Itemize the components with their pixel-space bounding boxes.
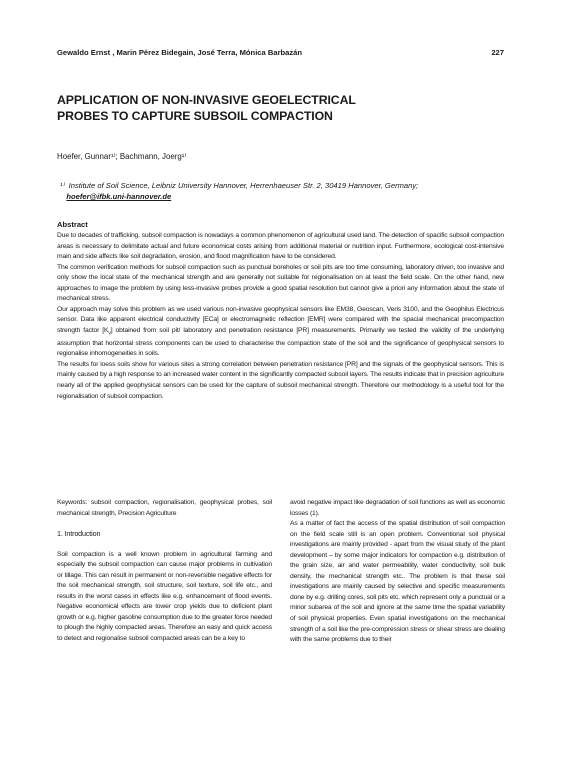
affiliation xyxy=(60,180,500,202)
section-heading-introduction: 1. Introduction xyxy=(57,529,101,539)
left-column xyxy=(57,498,272,645)
page-number: 227 xyxy=(491,48,504,57)
abstract-body xyxy=(57,231,504,402)
abstract-paragraph-3-start: Our approach may solve this problem as we used various non-invasive geophysical sensors like EM38, Geoscan, Veris 3100, and the Geophilus Electricus sensor. Data like apparent electrical conductivity [ECa] or electromagnetic reflection [EMR] were compared with the spacial mechanical precompaction strength factor [K xyxy=(57,305,504,334)
keywords: Keywords: subsoil compaction, regionalisation, geophysical probes, soil mechanical strength, Precision Agriculture xyxy=(57,499,272,517)
abstract-paragraph-3 xyxy=(57,305,504,360)
introduction-paragraph-3: As a matter of fact the access of the spatial distribution of soil compaction on the field scale still is an open problem. Conventional soil physical investigations are mainly provided - apart from the visual study of the plant development – by some major indicators for compaction e.g. distribution of the grain size, air and water permeability, water conductivity, soil bulk density, the mechanical strength etc.. The problem is that these soil investigations are mainly caused by selective and specific measurements done by e.g. drilling cores, soil pits etc. which represent only a punctual or a minor subarea of the soil and ignore at the same time the spatial variability of soil physical properties. Even spatial investigations on the mechanical strength of a soil like the pre-compression stress or shear stress are dealing with the same problems due to their xyxy=(290,520,505,644)
title-line-1: APPLICATION OF NON-INVASIVE GEOELECTRICAL xyxy=(57,93,356,107)
introduction-paragraph-1: Soil compaction is a well known problem in agricultural farming and especially the subsoil compaction can cause major problems in cultivation or tillage. This can result in permanent or non-reversible negative effects for the soil mechanical strength, soil structure, soil texture, soil life etc., and results in the worst cases in effects like e.g. enhancement of flood events. Negative economical effects are lower crop yields due to deficient plant growth or e.g. higher gasoline consumption due to the greater force needed to plough the highly compacted areas. Therefore an easy and quick access to detect and regionalise subsoil compacted areas can be a key to xyxy=(57,550,272,643)
right-column xyxy=(290,498,505,646)
paper-title xyxy=(57,93,504,124)
introduction-paragraph-2: avoid negative impact like degradation of soil functions as well as economic losses (1). xyxy=(290,499,505,517)
kv-subscript: v xyxy=(108,330,111,337)
title-line-2: PROBES TO CAPTURE SUBSOIL COMPACTION xyxy=(57,108,333,123)
abstract-paragraph-1: Due to decades of trafficking, subsoil compaction is nowadays a common phenomenon of agricultural used land. The detection of spacific subsoil compaction areas is necessary to delimitate actual and future economical costs arising from additional material or nutrition input. Furthermore, ecological cost-intensive main and side affects like soil degradation, erosion, and flood magnification have to be considered. xyxy=(57,232,504,261)
abstract-heading: Abstract xyxy=(57,220,88,229)
affiliation-email[interactable]: hoefer@ifbk.uni-hannover.de xyxy=(66,192,172,201)
header-authors: Gewaldo Ernst , Marin Pérez Bidegain, José Terra, Mónica Barbazán xyxy=(57,48,303,57)
abstract-paragraph-3-end: ] obtained from soil pit/ laboratory and penetration resistance [PR] measurements. Primarily we tested the validity of the underlying assumption that horizontal stress components can be used to characterise the compaction state of the soil and the significance of geophysical sensors to regionalise inhomogeneities in soils. xyxy=(57,326,504,358)
affiliation-text: Institute of Soil Science, Leibniz University Hannover, Herrenhaeuser Str. 2, 30419 Hannover, Germany; xyxy=(68,181,419,190)
running-header xyxy=(57,48,504,57)
abstract-paragraph-2: The common verification methods for subsoil compaction such as punctual boreholes or soil pits are too time consuming, laboratory driven, too invasive and only show the local state of the mechanical strength and are generally not suitable for regionalisation on at least the field scale. On the other hand, new approaches to image the problem by using less-invasive probes provide a good spatial resolution but cannot give a priori any information about the state of mechanical stress. xyxy=(57,263,504,303)
author-list: Hoefer, Gunnar¹⁾; Bachmann, Joerg¹⁾ xyxy=(57,152,187,161)
abstract-paragraph-4: The results for loess soils show for various sites a strong correlation between penetration resistance [PR] and the signals of the geophysical sensors. This is mainly caused by a high response to an increased water content in the significantly compacted subsoil layers. The results indicate that in precision agriculture nearly all of the applied geophysical sensors can be used for the capture of subsoil mechanical strength. Therefore our methodology is a useful tool for the regionalisation of subsoil compaction. xyxy=(57,360,504,400)
affiliation-marker: ¹⁾ xyxy=(60,181,65,190)
